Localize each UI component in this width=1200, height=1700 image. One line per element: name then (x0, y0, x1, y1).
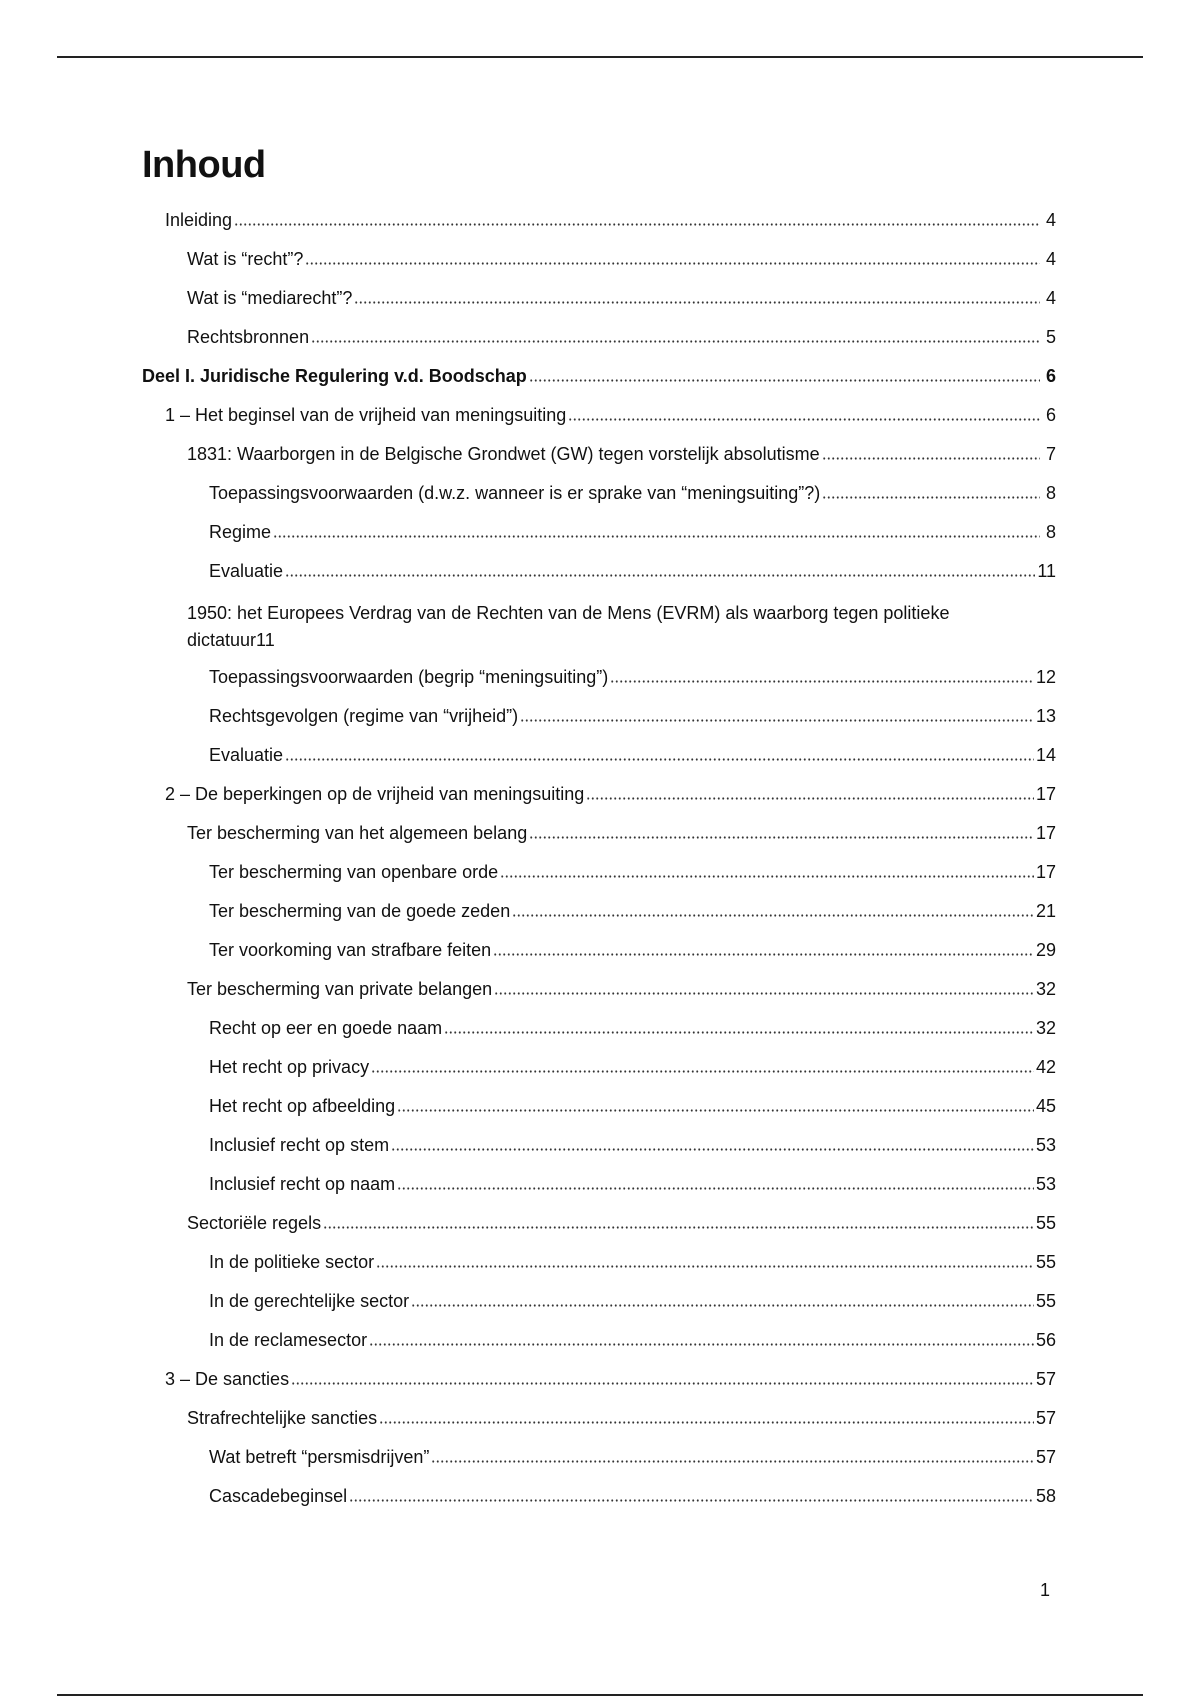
table-of-contents (142, 208, 1056, 1523)
dot-leader (323, 1225, 1034, 1230)
toc-entry-label: Rechtsgevolgen (regime van “vrijheid”) (209, 706, 519, 726)
toc-entry-label: Toepassingsvoorwaarden (d.w.z. wanneer is er sprake van “meningsuiting”?) (209, 483, 821, 503)
dot-leader (291, 1381, 1034, 1386)
dot-leader (568, 417, 1040, 422)
toc-entry[interactable] (142, 860, 1056, 885)
dot-leader (369, 1342, 1034, 1347)
dot-leader (371, 1069, 1034, 1074)
toc-entry-label: Inleiding (165, 210, 233, 230)
toc-entry-label: Ter bescherming van openbare orde (209, 862, 499, 882)
toc-entry[interactable] (142, 481, 1056, 506)
dot-leader (431, 1459, 1034, 1464)
toc-entry-label: Het recht op privacy (209, 1057, 370, 1077)
toc-entry-page: 8 (1045, 522, 1056, 542)
toc-entry-page: 11 (1037, 561, 1056, 581)
dot-leader (311, 339, 1040, 344)
toc-entry-page: 11 (256, 630, 275, 650)
toc-entry-label: Rechtsbronnen (187, 327, 310, 347)
toc-entry-page: 56 (1035, 1330, 1056, 1350)
toc-entry-page: 14 (1035, 745, 1056, 765)
toc-entry-label: 2 – De beperkingen op de vrijheid van meningsuiting (165, 784, 585, 804)
toc-entry-label: Ter bescherming van private belangen (187, 979, 493, 999)
toc-entry[interactable] (142, 559, 1056, 584)
toc-entry[interactable] (142, 743, 1056, 768)
toc-entry-label: 1 – Het beginsel van de vrijheid van meningsuiting (165, 405, 567, 425)
dot-leader (444, 1030, 1034, 1035)
toc-entry[interactable] (142, 325, 1056, 350)
toc-entry-label-line1: 1950: het Europees Verdrag van de Rechten van de Mens (EVRM) als waarborg tegen politieke (187, 603, 950, 623)
toc-entry-label: Recht op eer en goede naam (209, 1018, 443, 1038)
dot-leader (529, 835, 1034, 840)
toc-entry[interactable] (142, 899, 1056, 924)
toc-entry[interactable] (142, 704, 1056, 729)
dot-leader (822, 495, 1040, 500)
toc-entry-page: 42 (1035, 1057, 1056, 1077)
dot-leader (273, 534, 1040, 539)
dot-leader (493, 952, 1034, 957)
toc-entry-label: 1831: Waarborgen in de Belgische Grondwet (GW) tegen vorstelijk absolutisme (187, 444, 820, 464)
dot-leader (397, 1186, 1034, 1191)
toc-entry-label: Deel I. Juridische Regulering v.d. Boodschap (142, 366, 527, 386)
toc-entry-label: Evaluatie (209, 745, 284, 765)
dot-leader (520, 718, 1034, 723)
toc-entry[interactable] (142, 1406, 1056, 1431)
toc-entry-label: 3 – De sancties (165, 1369, 290, 1389)
toc-entry-page: 55 (1035, 1252, 1056, 1272)
dot-leader (349, 1498, 1034, 1503)
toc-entry-label: Ter bescherming van de goede zeden (209, 901, 511, 921)
dot-leader (234, 222, 1040, 227)
toc-entry-page: 57 (1035, 1447, 1056, 1467)
toc-entry[interactable] (142, 403, 1056, 428)
dot-leader (529, 378, 1040, 383)
footer-rule (57, 1694, 1143, 1696)
toc-entry-multiline[interactable] (142, 598, 1056, 653)
toc-entry[interactable] (142, 1289, 1056, 1314)
toc-entry-page: 4 (1045, 249, 1056, 269)
dot-leader (512, 913, 1034, 918)
toc-entry[interactable] (142, 665, 1056, 690)
dot-leader (354, 300, 1040, 305)
dot-leader (285, 573, 1035, 578)
toc-entry[interactable] (142, 821, 1056, 846)
toc-entry-page: 12 (1035, 667, 1056, 687)
dot-leader (610, 679, 1034, 684)
toc-entry[interactable] (142, 1367, 1056, 1392)
dot-leader (586, 796, 1034, 801)
toc-entry-page: 6 (1045, 405, 1056, 425)
dot-leader (500, 874, 1034, 879)
toc-entry-label: Strafrechtelijke sancties (187, 1408, 378, 1428)
toc-entry-label: In de politieke sector (209, 1252, 375, 1272)
toc-entry[interactable] (142, 1133, 1056, 1158)
toc-entry[interactable] (142, 977, 1056, 1002)
toc-entry-label: Toepassingsvoorwaarden (begrip “meningsuiting”) (209, 667, 609, 687)
toc-entry-label-line2: dictatuur (187, 630, 257, 650)
toc-entry-label: Inclusief recht op stem (209, 1135, 390, 1155)
toc-entry[interactable] (142, 286, 1056, 311)
toc-entry[interactable] (142, 782, 1056, 807)
toc-entry-page: 55 (1035, 1213, 1056, 1233)
dot-leader (397, 1108, 1034, 1113)
toc-entry[interactable] (142, 1055, 1056, 1080)
toc-entry[interactable] (142, 1250, 1056, 1275)
toc-entry[interactable] (142, 208, 1056, 233)
toc-entry-label: Ter voorkoming van strafbare feiten (209, 940, 492, 960)
toc-entry[interactable] (142, 442, 1056, 467)
toc-entry[interactable] (142, 1445, 1056, 1470)
toc-entry-page: 6 (1045, 366, 1056, 386)
header-rule (57, 56, 1143, 58)
toc-entry-page: 17 (1035, 862, 1056, 882)
toc-entry-label: Ter bescherming van het algemeen belang (187, 823, 528, 843)
toc-entry-page: 55 (1035, 1291, 1056, 1311)
dot-leader (285, 757, 1034, 762)
toc-entry-page: 58 (1035, 1486, 1056, 1506)
toc-entry-page: 4 (1045, 210, 1056, 230)
toc-entry-page: 17 (1035, 784, 1056, 804)
dot-leader (376, 1264, 1034, 1269)
toc-entry[interactable] (142, 938, 1056, 963)
toc-entry-page: 57 (1035, 1369, 1056, 1389)
toc-entry-page: 17 (1035, 823, 1056, 843)
toc-part-heading[interactable] (142, 364, 1056, 389)
toc-entry-page: 4 (1045, 288, 1056, 308)
toc-entry-label: Wat betreft “persmisdrijven” (209, 1447, 430, 1467)
toc-entry[interactable] (142, 1172, 1056, 1197)
dot-leader (305, 261, 1040, 266)
toc-entry-label: Inclusief recht op naam (209, 1174, 396, 1194)
toc-entry-page: 21 (1035, 901, 1056, 921)
toc-entry-page: 13 (1035, 706, 1056, 726)
toc-entry-label: Regime (209, 522, 272, 542)
dot-leader (391, 1147, 1034, 1152)
toc-entry-page: 8 (1045, 483, 1056, 503)
toc-entry-page: 57 (1035, 1408, 1056, 1428)
toc-entry-label: Cascadebeginsel (209, 1486, 348, 1506)
toc-entry-page: 53 (1035, 1135, 1056, 1155)
toc-entry-page: 7 (1045, 444, 1056, 464)
toc-entry-label: Wat is “mediarecht”? (187, 288, 353, 308)
page-title: Inhoud (142, 144, 266, 186)
toc-entry-page: 32 (1035, 979, 1056, 999)
toc-entry-page: 29 (1035, 940, 1056, 960)
dot-leader (494, 991, 1034, 996)
dot-leader (411, 1303, 1034, 1308)
toc-entry[interactable] (142, 1484, 1056, 1509)
toc-entry-label: Het recht op afbeelding (209, 1096, 396, 1116)
toc-entry-page: 32 (1035, 1018, 1056, 1038)
page-number: 1 (1040, 1580, 1051, 1600)
toc-entry[interactable] (142, 1211, 1056, 1236)
toc-entry[interactable] (142, 1328, 1056, 1353)
toc-entry-label: In de reclamesector (209, 1330, 368, 1350)
toc-entry[interactable] (142, 1016, 1056, 1041)
toc-entry-label: In de gerechtelijke sector (209, 1291, 410, 1311)
toc-entry-label: Wat is “recht”? (187, 249, 304, 269)
toc-entry[interactable] (142, 247, 1056, 272)
toc-entry[interactable] (142, 520, 1056, 545)
toc-entry-page: 5 (1045, 327, 1056, 347)
dot-leader (822, 456, 1040, 461)
toc-entry-page: 53 (1035, 1174, 1056, 1194)
toc-entry-label: Evaluatie (209, 561, 284, 581)
toc-entry-label: Sectoriële regels (187, 1213, 322, 1233)
toc-entry[interactable] (142, 1094, 1056, 1119)
dot-leader (379, 1420, 1034, 1425)
toc-entry-page: 45 (1035, 1096, 1056, 1116)
